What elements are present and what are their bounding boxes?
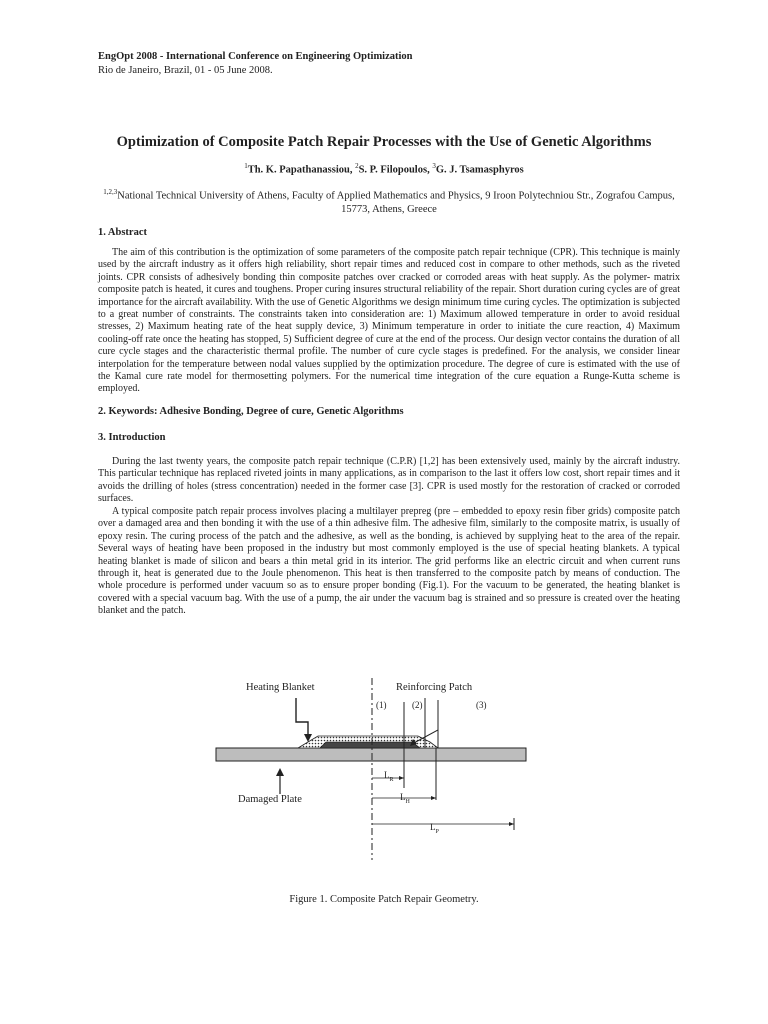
intro-paragraph-1: During the last twenty years, the composite patch repair technique (C.P.R) [1,2] has been extensively used, mainly by the aircraft industry. This particular technique has replaced riveted joints in many applications, as in comparison to the last it offers low cost, short repair times and it avoids the drilling of holes (stress concentration) needed in the former case [3]. CPR is used mostly for the restoration of cracked or corroded surfaces. xyxy=(98,456,680,505)
conference-location: Rio de Janeiro, Brazil, 01 - 05 June 2008. xyxy=(98,65,273,76)
conference-header xyxy=(98,50,413,78)
region-1-label: (1) xyxy=(376,700,387,710)
plate-arrow-head xyxy=(276,768,284,776)
patch-repair-diagram xyxy=(200,670,540,870)
keywords: 2. Keywords: Adhesive Bonding, Degree of cure, Genetic Algorithms xyxy=(98,406,404,417)
damaged-plate-label: Damaged Plate xyxy=(238,794,302,805)
author-list xyxy=(60,162,708,176)
reinforcing-patch-label: Reinforcing Patch xyxy=(396,682,473,693)
lp-label: $L_P$ xyxy=(430,822,439,835)
intro-paragraph-2: A typical composite patch repair process involves placing a multilayer prepreg (pre – embedded to epoxy resin fiber grids) composite patch over a damaged area and then bonding it with the use of a thin adhesive film. The adhesive film, similarly to the composite matrix, is usually of epoxy resin. The curing process of the patch and the adhesive, as well as the bonding, is achieved by supplying heat to the area of the repair. Several ways of heating have been proposed in the industry but most commonly employed is the use of special heating blankets. A typical heating blanket is made of silicon and bears a thin metal grid in its interior. The grid performs like an electric circuit and when current runs through it, heat is generated due to the Joule phenomenon. This heat is then transferred to the composite patch by means of conduction. The whole procedure is performed under vacuum so as to ensure proper bonding (Fig.1). For the vacuum to be generated, the heating blanket is covered with a special vacuum bag. With the use of a pump, the air under the vacuum bag is strained and so pressure is created over the heating blanket and the patch. xyxy=(98,506,680,617)
author-3-sup: 3 xyxy=(432,162,436,170)
author-1-sup: 1 xyxy=(244,162,248,170)
author-1: Th. K. Papathanassiou, xyxy=(247,164,356,176)
affiliation-sup: 1,2,3 xyxy=(103,188,118,196)
region-3-label: (3) xyxy=(476,700,487,710)
abstract-text: The aim of this contribution is the optimization of some parameters of the composite patch repair technique (CPR). This technique is mainly used by the aircraft industry as it offers high reliability, short repair times and reduced cost in compare to other methods, such as the riveted joints. CPR consists of adhesively bonding thin composite patches over cracked or corroded areas with heat supply. As the polymer- matrix composite patch is heated, it cures and toughens. Proper curing insures structural reliability of the repair. Short duration curing cycles are of great importance for the aircraft availability. With the use of Genetic Algorithms we design minimum time curing cycles. The optimization is subjected to a great number of constraints. The constraints taken into consideration are: 1) Maximum allowed temperature in order to avoid residual stresses, 2) Maximum heating rate of the heat supply device, 3) Minimum temperature in order to initiate the cure reaction, 4) Maximum cooling-off rate once the heating has stopped, 5) Sufficient degree of cure at the end of the process. Our design vector contains the duration of all cure cycle stages and the characteristic thermal profile. The number of cure cycle stages is predefined. For the analysis, we consider linear interpolation for the temperature between nodal values supplied by the optimization procedure. The degree of cure is estimated with the use of the Kamal cure rate model for thermosetting polymers. For the numerical time integration of the cure equation a Runge-Kutta scheme is employed. xyxy=(98,247,680,395)
region-2-label: (2) xyxy=(412,700,423,710)
author-2: S. P. Filopoulos, xyxy=(358,164,433,176)
author-3: G. J. Tsamasphyros xyxy=(435,164,524,176)
heating-blanket-label: Heating Blanket xyxy=(246,682,315,693)
paper-title: Optimization of Composite Patch Repair Processes with the Use of Genetic Algorithms xyxy=(116,134,652,150)
reinforcing-patch-shape xyxy=(320,742,420,748)
affiliation xyxy=(98,186,680,216)
damaged-plate-shape xyxy=(216,748,526,761)
lh-label: $L_H$ xyxy=(400,792,410,805)
lr-label: $L_R$ xyxy=(384,770,394,783)
abstract-heading: 1. Abstract xyxy=(98,227,147,238)
figure-1 xyxy=(200,670,540,870)
intro-heading: 3. Introduction xyxy=(98,432,166,443)
affiliation-text: National Technical University of Athens, Faculty of Applied Mathematics and Physics, 9 Iroon Polytechniou Str., Zografou Campus, 15773, Athens, Greece xyxy=(117,190,675,215)
author-2-sup: 2 xyxy=(355,162,359,170)
conference-name: EngOpt 2008 - International Conference on Engineering Optimization xyxy=(98,51,413,62)
figure-caption: Figure 1. Composite Patch Repair Geometry. xyxy=(289,894,479,905)
